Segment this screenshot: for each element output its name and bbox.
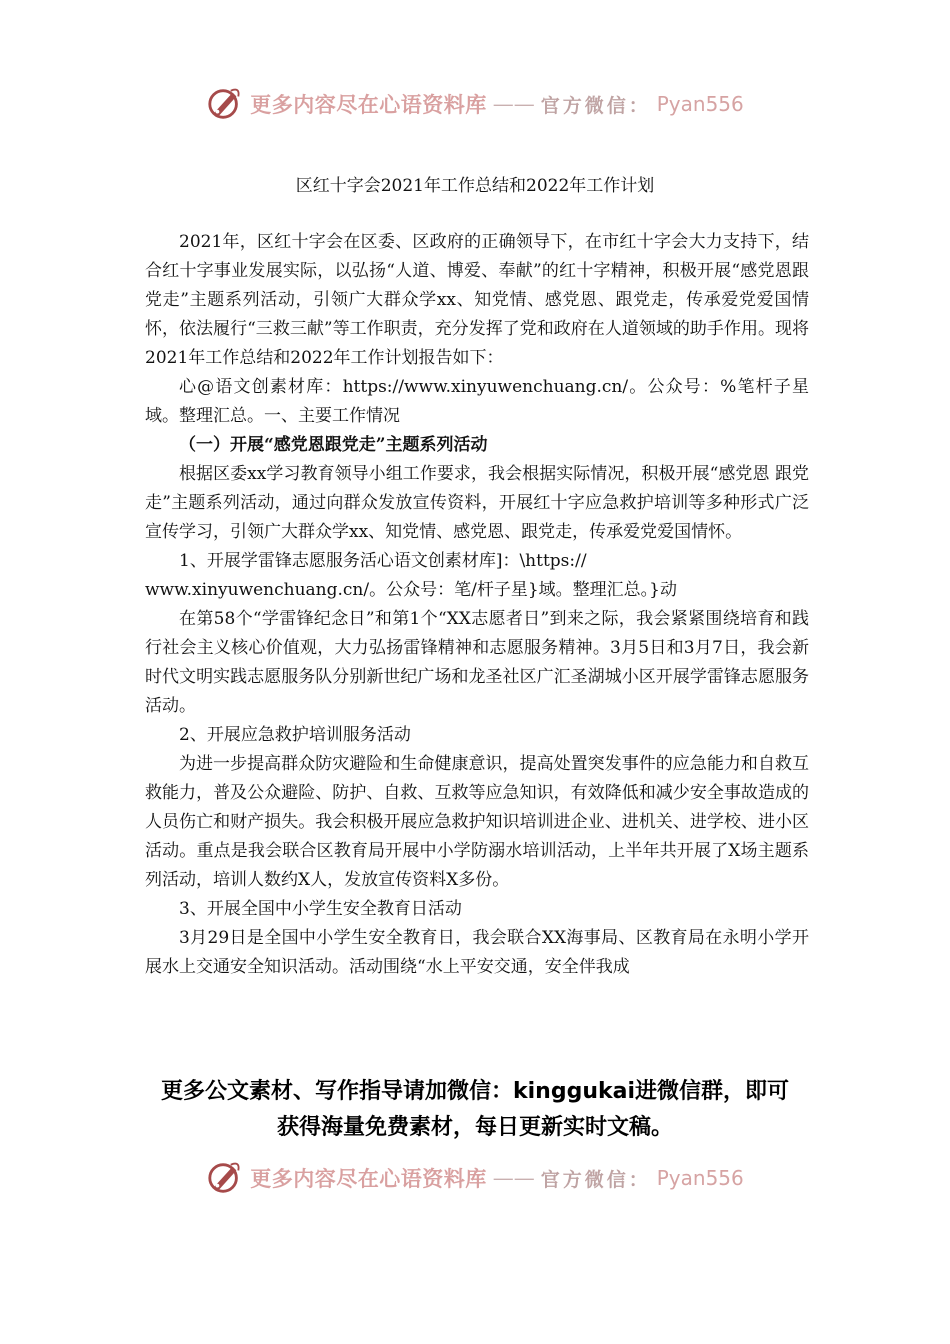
banner-wechat-label: 官方微信： [540,1168,651,1191]
banner-site-name: 更多内容尽在心语资料库 [250,92,487,117]
document-body [145,228,809,982]
paragraph-section-1: 根据区委xx学习教育领导小组工作要求，我会根据实际情况，积极开展“感党恩 跟党走”主题系列活动，通过向群众发放宣传资料，开展红十字应急救护培训等多种形式广泛宣传学习，引领广大群众学xx、知党情、感党恩、跟党走，传承爱党爱国情怀。 [145,464,809,542]
paragraph-safety-day: 3月29日是全国中小学生安全教育日，我会联合XX海事局、区教育局在永明小学开展水上交通安全知识活动。活动围绕“水上平安交通，安全伴我成 [145,928,809,977]
footer-banner-inner [206,1159,744,1197]
paragraph-emergency-training: 为进一步提高群众防灾避险和生命健康意识，提高处置突发事件的应急能力和自救互救能力，普及公众避险、防护、自救、互救等应急知识，有效降低和减少安全事故造成的人员伤亡和财产损失。我会积极开展应急救护知识培训进企业、进机关、进学校、进小区活动。重点是我会联合区教育局开展中小学防溺水培训活动，上半年共开展了X场主题系列活动，培训人数约X人，发放宣传资料X多份。 [145,754,809,890]
header-banner-inner [206,85,744,123]
subheading-1: 1、开展学雷锋志愿服务活心语文创素材库]：\https:// [179,551,587,571]
banner-wechat-id: Pyan556 [656,92,744,116]
subheading-2: 2、开展应急救护培训服务活动 [179,725,411,745]
document-title: 区红十字会2021年工作总结和2022年工作计划 [295,176,655,196]
footer-banner [0,1156,950,1200]
banner-separator: —— [492,92,535,116]
quill-logo-icon [206,85,244,123]
paragraph-source-note: 心@语文创素材库：https://www.xinyuwenchuang.cn/。公众号：%笔杆子星域。整理汇总。一、主要工作情况 [145,377,809,426]
promo-line-2: 获得海量免费素材，每日更新实时文稿。 [276,1115,673,1140]
quill-logo-icon [206,1159,244,1197]
banner-separator: —— [492,1166,535,1190]
paragraph-lei-feng: 在第58个“学雷锋纪念日”和第1个“XX志愿者日”到来之际，我会紧紧围绕培育和践行社会主义核心价值观，大力弘扬雷锋精神和志愿服务精神。3月5日和3月7日，我会新时代文明实践志愿服务队分别新世纪广场和龙圣社区广汇圣湖城小区开展学雷锋志愿服务活动。 [145,609,809,716]
promo-line-1: 更多公文素材、写作指导请加微信：kinggukai进微信群，即可 [160,1079,789,1104]
banner-wechat-id: Pyan556 [656,1166,744,1190]
banner-wechat-label: 官方微信： [540,94,651,117]
paragraph-intro: 2021年，区红十字会在区委、区政府的正确领导下，在市红十字会大力支持下，结合红十字事业发展实际，以弘扬“人道、博爱、奉献”的红十字精神，积极开展“感党恩跟党走”主题系列活动，引领广大群众学xx、知党情、感党恩、跟党走，传承爱党爱国情怀，依法履行“三救三献”等工作职责，充分发挥了党和政府在人道领域的助手作用。现将2021年工作总结和2022年工作计划报告如下： [145,232,809,368]
section-heading-1: （一）开展“感党恩跟党走”主题系列活动 [179,435,488,455]
promo-notice [0,1074,950,1146]
banner-site-name: 更多内容尽在心语资料库 [250,1166,487,1191]
subheading-1-continued: www.xinyuwenchuang.cn/。公众号：笔/杆子星}域。整理汇总。}动 [145,580,677,600]
header-banner [0,82,950,126]
subheading-3: 3、开展全国中小学生安全教育日活动 [179,899,462,919]
